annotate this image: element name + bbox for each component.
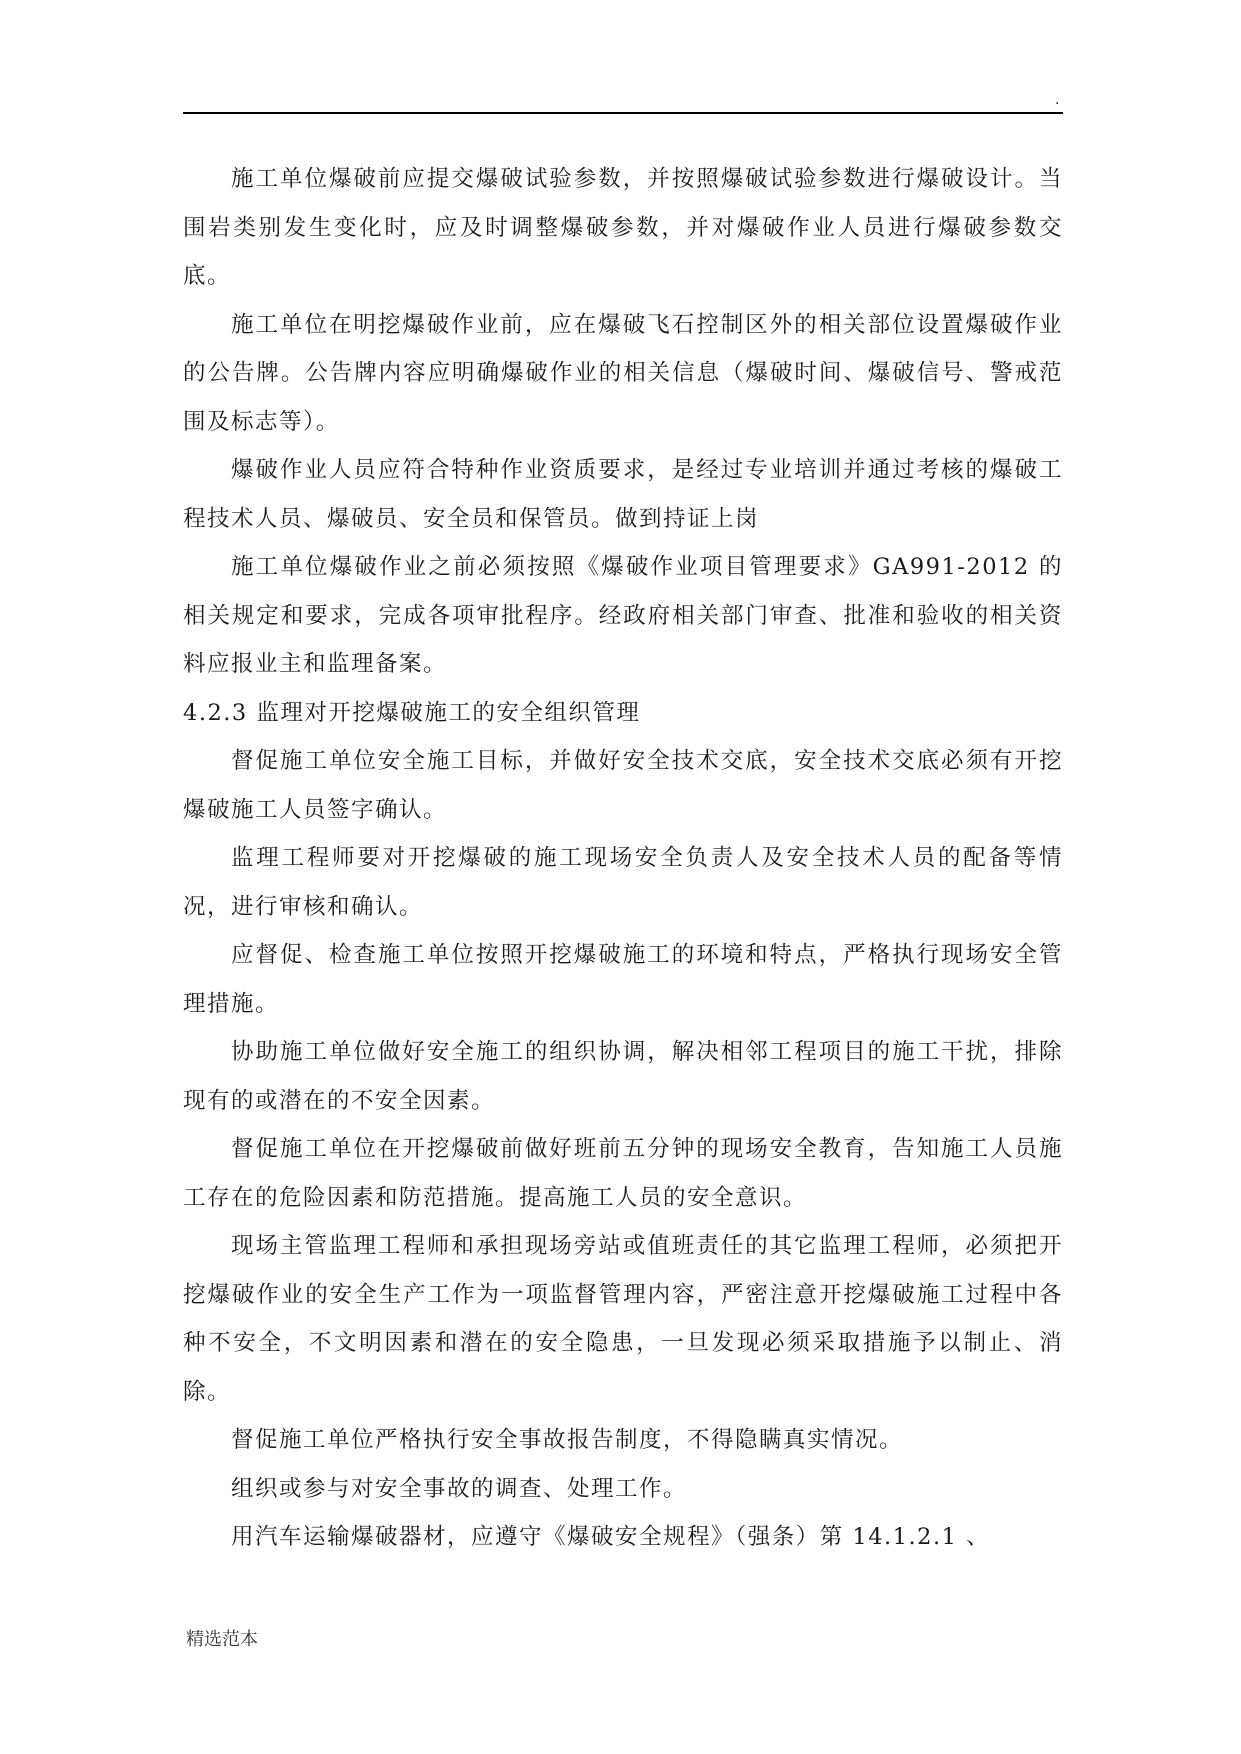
section-heading: 4.2.3 监理对开挖爆破施工的安全组织管理	[183, 699, 641, 726]
paragraph-safety-briefing: 督促施工单位安全施工目标，并做好安全技术交底，安全技术交底必须有开挖爆破施工人员签字确认。	[183, 748, 1063, 823]
document-body	[183, 155, 1063, 1562]
header-mark: .	[1055, 92, 1060, 108]
paragraph-notice-board: 施工单位在明挖爆破作业前，应在爆破飞石控制区外的相关部位设置爆破作业的公告牌。公告牌内容应明确爆破作业的相关信息（爆破时间、爆破信号、警戒范围及标志等）。	[183, 311, 1063, 435]
paragraph-staff-review: 监理工程师要对开挖爆破的施工现场安全负责人及安全技术人员的配备等情况，进行审核和确认。	[183, 845, 1063, 920]
paragraph-blasting-parameters: 施工单位爆破前应提交爆破试验参数，并按照爆破试验参数进行爆破设计。当围岩类别发生变化时，应及时调整爆破参数，并对爆破作业人员进行爆破参数交底。	[183, 166, 1063, 289]
paragraph-safety-education: 督促施工单位在开挖爆破前做好班前五分钟的现场安全教育，告知施工人员施工存在的危险因素和防范措施。提高施工人员的安全意识。	[183, 1136, 1063, 1211]
paragraph-coordination: 协助施工单位做好安全施工的组织协调，解决相邻工程项目的施工干扰，排除现有的或潜在的不安全因素。	[183, 1039, 1063, 1114]
paragraph-accident-investigation: 组织或参与对安全事故的调查、处理工作。	[231, 1475, 688, 1502]
header-rule	[183, 112, 1063, 114]
paragraph-personnel-qualification: 爆破作业人员应符合特种作业资质要求，是经过专业培训并通过考核的爆破工程技术人员、爆破员、安全员和保管员。做到持证上岗	[183, 457, 1063, 532]
paragraph-transport-rules: 用汽车运输爆破器材，应遵守《爆破安全规程》（强条）第 14.1.2.1 、	[231, 1524, 991, 1550]
paragraph-accident-reporting: 督促施工单位严格执行安全事故报告制度，不得隐瞒真实情况。	[231, 1427, 904, 1453]
footer-label: 精选范本	[186, 1629, 258, 1650]
paragraph-inspection: 应督促、检查施工单位按照开挖爆破施工的环境和特点，严格执行现场安全管理措施。	[183, 942, 1063, 1017]
paragraph-supervision: 现场主管监理工程师和承担现场旁站或值班责任的其它监理工程师，必须把开挖爆破作业的安全生产工作为一项监督管理内容，严密注意开挖爆破施工过程中各种不安全，不文明因素和潜在的安全隐患，一旦发现必须采取措施予以制止、消除。	[183, 1233, 1063, 1405]
paragraph-approval-procedure: 施工单位爆破作业之前必须按照《爆破作业项目管理要求》GA991-2012 的相关规定和要求，完成各项审批程序。经政府相关部门审查、批准和验收的相关资料应报业主和监理备案。	[183, 554, 1063, 677]
